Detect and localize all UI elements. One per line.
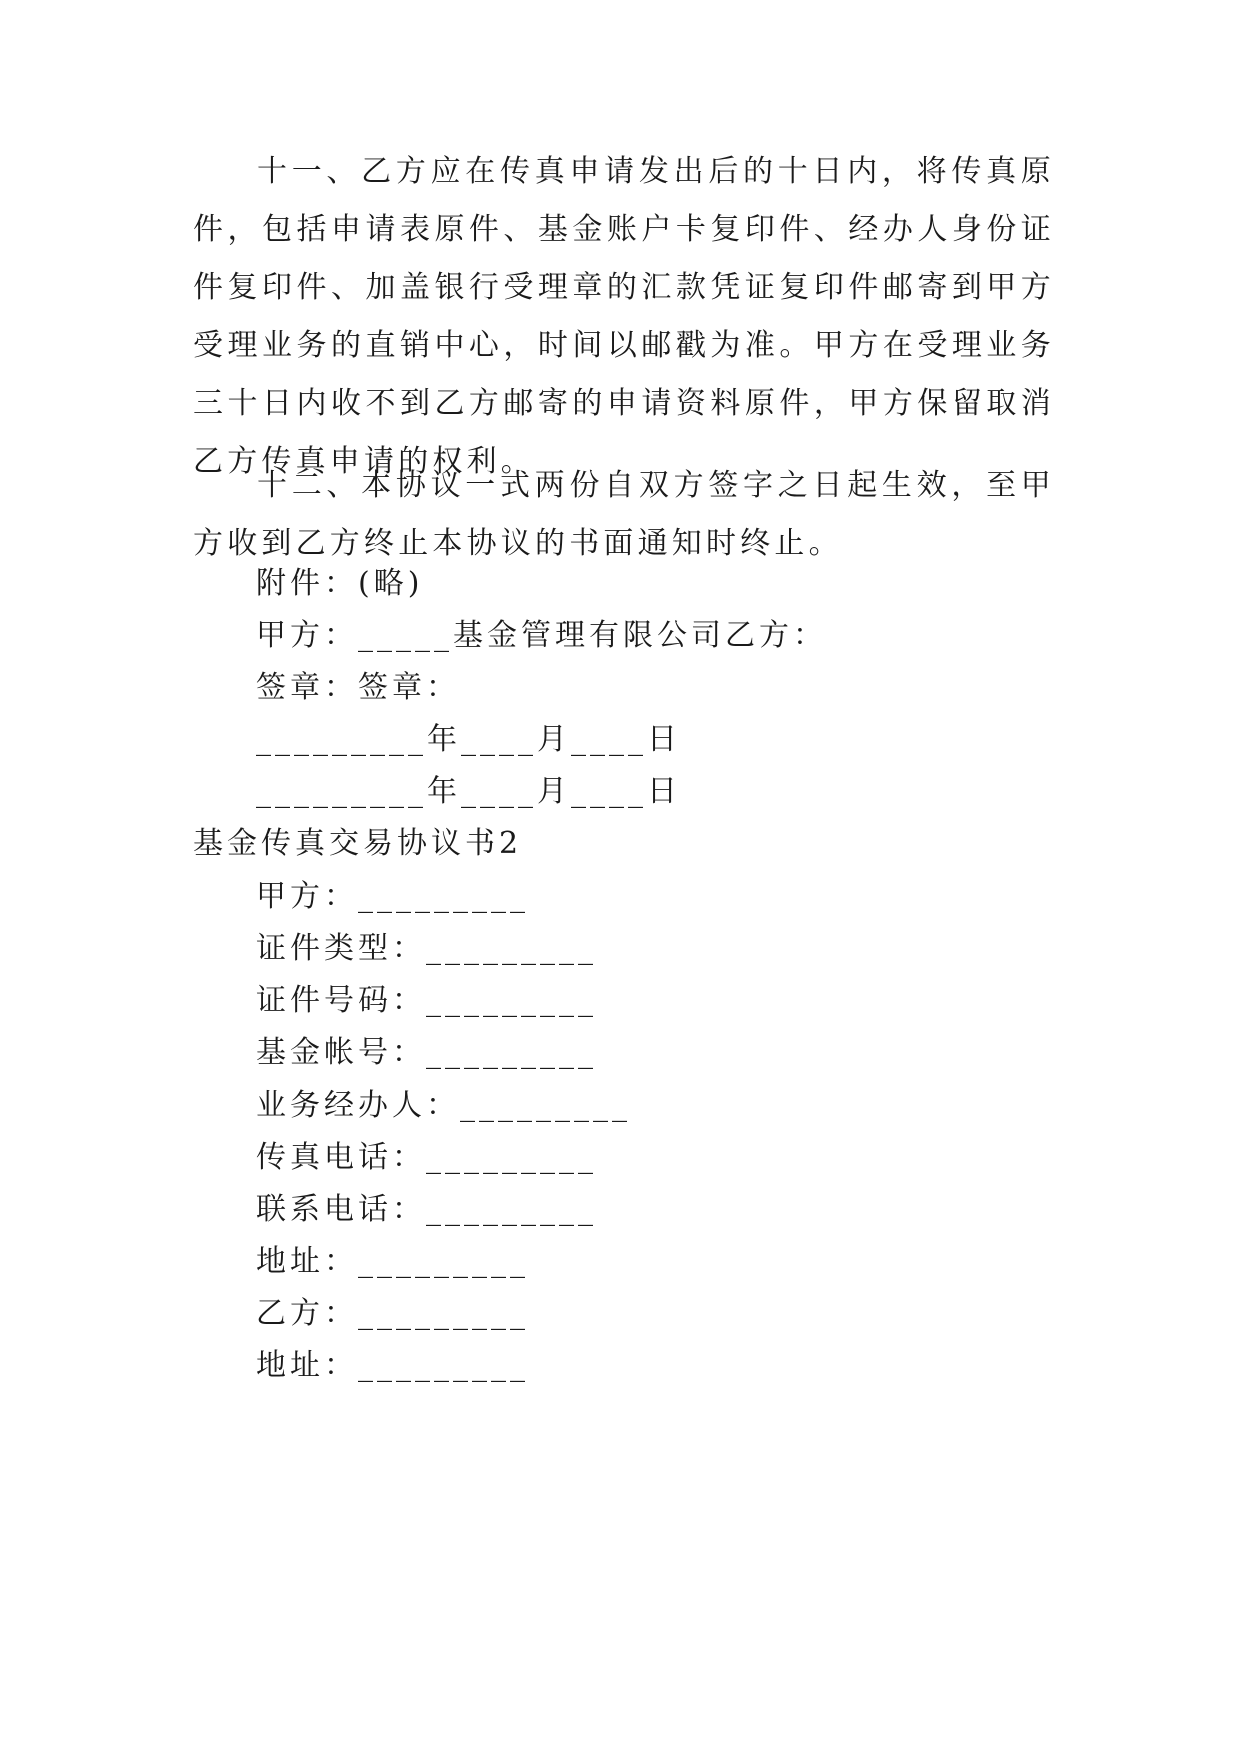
clause-11-paragraph: 十一、乙方应在传真申请发出后的十日内，将传真原件，包括申请表原件、基金账户卡复印件、经办人身份证件复印件、加盖银行受理章的汇款凭证复印件邮寄到甲方受理业务的直销中心，时间以邮戳为准。甲方在受理业务三十日内收不到乙方邮寄的申请资料原件，甲方保留取消乙方传真申请的权利。 [193, 154, 1055, 479]
date-line: _________年____月____日 [256, 722, 681, 757]
attachment-line: 附件：(略) [256, 566, 424, 601]
field-line: 基金帐号：_________ [256, 1035, 597, 1070]
field-line: 证件号码：_________ [256, 983, 597, 1018]
field-line: 业务经办人：_________ [256, 1088, 631, 1123]
field-line: 联系电话：_________ [256, 1192, 597, 1227]
field-line: 传真电话：_________ [256, 1140, 597, 1175]
seal-line: 签章：签章： [256, 670, 460, 705]
field-line: 乙方：_________ [256, 1296, 529, 1331]
field-line: 甲方：_________ [256, 879, 529, 914]
field-line: 证件类型：_________ [256, 931, 597, 966]
field-line: 地址：_________ [256, 1348, 529, 1383]
party-a-signature-line: 甲方：_____基金管理有限公司乙方： [256, 618, 827, 653]
clause-12-paragraph: 十二、本协议一式两份自双方签字之日起生效，至甲方收到乙方终止本协议的书面通知时终止。 [193, 468, 1055, 561]
section-title: 基金传真交易协议书2 [193, 826, 523, 861]
date-line: _________年____月____日 [256, 774, 681, 809]
field-line: 地址：_________ [256, 1244, 529, 1279]
